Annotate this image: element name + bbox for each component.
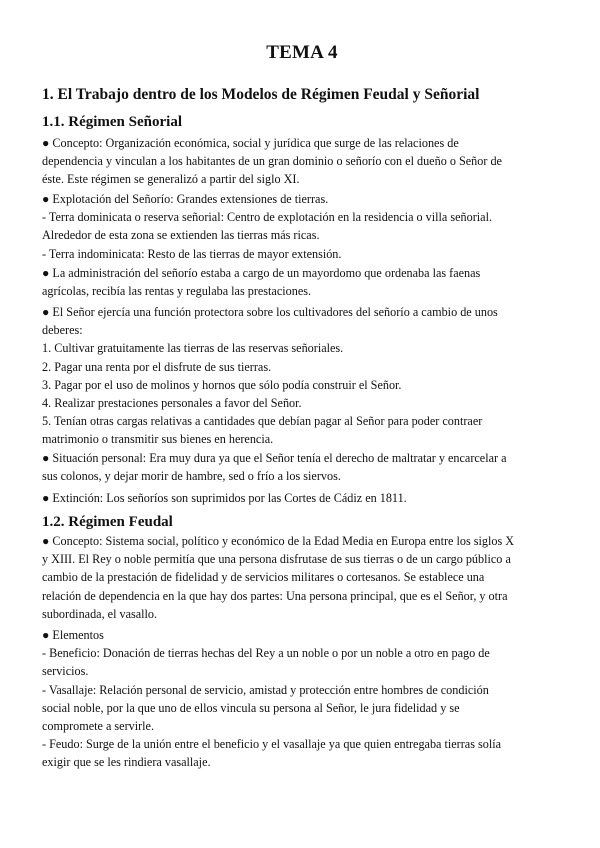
text-line: - Vasallaje: Relación personal de servicio, amistad y protección entre hombres de condición <box>42 682 489 697</box>
paragraph-funcion-protectora <box>42 303 562 449</box>
paragraph-elementos <box>42 626 562 772</box>
text-line: y XIII. El Rey o noble permitía que una persona disfrutase de sus tierras o de un cargo público a <box>42 552 511 567</box>
text-line: 1. Cultivar gratuitamente las tierras de las reservas señoriales. <box>42 341 344 356</box>
text-line: - Terra dominicata o reserva señorial: Centro de explotación en la residencia o villa señorial. <box>42 210 493 225</box>
text-line: ● Concepto: Organización económica, social y jurídica que surge de las relaciones de <box>42 136 459 150</box>
text-line: compromete a servirle. <box>42 719 155 734</box>
text-line: sus colonos, y dejar morir de hambre, sed o frío a los siervos. <box>42 469 341 484</box>
text-line: ● Extinción: Los señoríos son suprimidos por las Cortes de Cádiz en 1811. <box>42 491 407 505</box>
paragraph-extincion <box>42 489 562 507</box>
text-line: exigir que se les rindiera vasallaje. <box>42 755 211 770</box>
text-line: ● La administración del señorío estaba a cargo de un mayordomo que ordenaba las faenas <box>42 266 481 280</box>
text-line: Alrededor de esta zona se extienden las tierras más ricas. <box>42 228 320 243</box>
text-line: 4. Realizar prestaciones personales a favor del Señor. <box>42 396 302 411</box>
text-line: 2. Pagar una renta por el disfrute de sus tierras. <box>42 359 272 374</box>
page-title: TEMA 4 <box>266 42 338 63</box>
paragraph-concepto-senorial <box>42 134 562 189</box>
text-line: ● Situación personal: Era muy dura ya que el Señor tenía el derecho de maltratar y encarcelar a <box>42 451 507 465</box>
paragraph-explotacion <box>42 190 562 263</box>
paragraph-administracion <box>42 264 562 300</box>
paragraph-situacion-personal <box>42 449 562 485</box>
paragraph-concepto-feudal <box>42 532 562 623</box>
section-heading: 1. El Trabajo dentro de los Modelos de Régimen Feudal y Señorial <box>42 86 480 103</box>
text-line: 3. Pagar por el uso de molinos y hornos que sólo podía construir el Señor. <box>42 377 402 392</box>
subsection-heading-feudal: 1.2. Régimen Feudal <box>42 514 173 530</box>
text-line: matrimonio o transmitir sus bienes en herencia. <box>42 432 274 447</box>
text-line: - Terra indominicata: Resto de las tierras de mayor extensión. <box>42 246 342 261</box>
text-line: subordinada, el vasallo. <box>42 606 158 621</box>
text-line: - Feudo: Surge de la unión entre el beneficio y el vasallaje ya que quien entregaba tierras solía <box>42 737 502 752</box>
text-line: agrícolas, recibía las rentas y regulaba las prestaciones. <box>42 284 312 299</box>
text-line: éste. Este régimen se generalizó a partir del siglo XI. <box>42 172 300 187</box>
text-line: deberes: <box>42 323 83 338</box>
text-line: ● El Señor ejercía una función protectora sobre los cultivadores del señorío a cambio de unos <box>42 305 498 319</box>
text-line: dependencia y vinculan a los habitantes de un gran dominio o señorío con el dueño o Señor de <box>42 154 502 169</box>
text-line: relación de dependencia en la que hay dos partes: Una persona principal, que es el Señor, y otra <box>42 588 508 603</box>
text-line: cambio de la prestación de fidelidad y de servicios militares o cortesanos. Se establece una <box>42 570 485 585</box>
text-line: social noble, por la que uno de ellos vincula su persona al Señor, le jura fidelidad y se <box>42 700 460 715</box>
text-line: - Beneficio: Donación de tierras hechas del Rey a un noble o por un noble a otro en pago de <box>42 646 490 661</box>
text-line: ● Explotación del Señorío: Grandes extensiones de tierras. <box>42 192 329 206</box>
subsection-heading-senorial: 1.1. Régimen Señorial <box>42 114 182 130</box>
text-line: 5. Tenían otras cargas relativas a cantidades que debían pagar al Señor para poder contraer <box>42 414 483 429</box>
text-line: ● Elementos <box>42 628 104 642</box>
text-line: ● Concepto: Sistema social, político y económico de la Edad Media en Europa entre los siglos X <box>42 534 515 548</box>
text-line: servicios. <box>42 664 89 679</box>
